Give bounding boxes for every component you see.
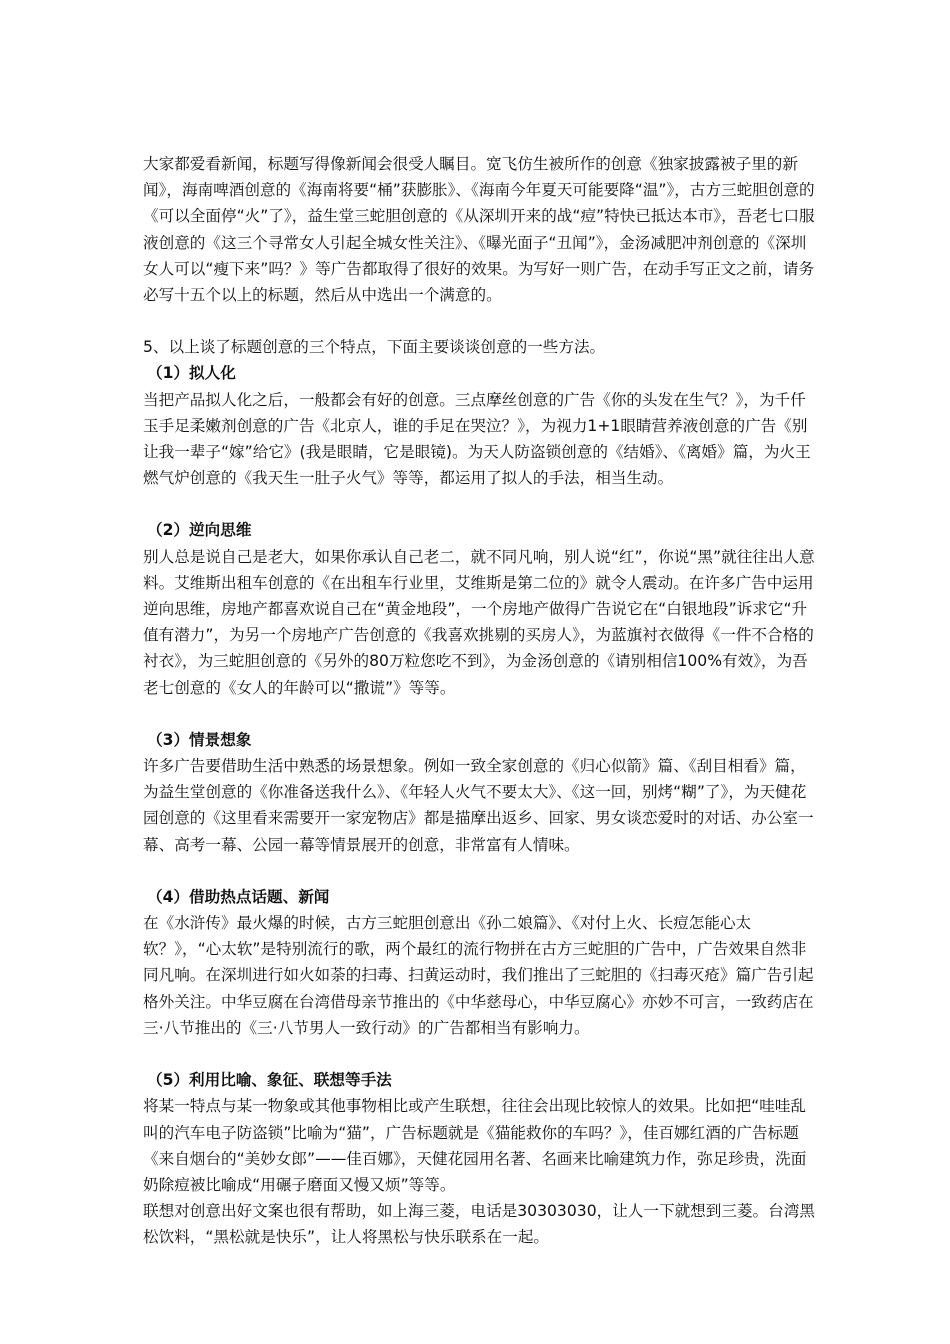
method-1-paragraph: 当把产品拟人化之后，一般都会有好的创意。三点摩丝创意的广告《你的头发在生气？》，为千仟玉手足柔嫩剂创意的广告《北京人，谁的手足在哭泣？》，为视力1+1眼睛营养液创意的广告《别让我一辈子“嫁”给它》(我是眼睛，它是眼镜)。为天人防盗锁创意的《结婚》、《离婚》篇，为火王燃气炉创意的《我天生一肚子火气》等等，都运用了拟人的手法，相当生动。 <box>143 390 811 488</box>
method-2-heading: （2）逆向思维 <box>147 521 252 540</box>
spacer <box>143 491 815 517</box>
method-2-paragraph: 别人总是说自己是老大，如果你承认自己老二，就不同凡响，别人说“红”，你说“黑”就往往出人意料。艾维斯出租车创意的《在出租车行业里，艾维斯是第二位的》就令人震动。在许多广告中运用逆向思维，房地产都喜欢说自己在“黄金地段”，一个房地产做得广告说它在“白银地段”诉求它“升值有潜力”，为另一个房地产广告创意的《我喜欢挑剔的买房人》，为蓝旗衬衣做得《一件不合格的衬衣》，为三蛇胆创意的《另外的80万粒您吃不到》，为金汤创意的《请别相信100%有效》，为吾老七创意的《女人的年龄可以“撒谎”》等等。 <box>143 547 815 697</box>
spacer <box>143 1041 815 1067</box>
method-3-paragraph: 许多广告要借助生活中熟悉的场景想象。例如一致全家创意的《归心似箭》篇、《刮目相看》篇，为益生堂创意的《你准备送我什么》、《年轻人火气不要太大》、《这一回，别烤“糊”了》，为天健花园创意的《这里看来需要开一家宠物店》都是描摩出返乡、回家、男女谈恋爱时的对话、办公室一幕、高考一幕、公园一幕等情景展开的创意，非常富有人情味。 <box>143 757 814 854</box>
method-3-heading: （3）情景想象 <box>147 730 252 749</box>
spacer <box>143 308 815 334</box>
intro-paragraph: 大家都爱看新闻，标题写得像新闻会很受人瞩目。宽飞仿生被所作的创意《独家披露被子里的新闻》，海南啤酒创意的《海南将要“桶”获膨胀》、《海南今年夏天可能要降“温”》，古方三蛇胆创意的《可以全面停“火”了》，益生堂三蛇胆创意的《从深圳开来的战“痘”特快已抵达本市》，吾老七口服液创意的《这三个寻常女人引起全城女性关注》、《曝光面子“丑闻”》，金汤减肥冲剂创意的《深圳女人可以“瘦下来”吗？》等广告都取得了很好的效果。为写好一则广告，在动手写正文之前，请务必写十五个以上的标题，然后从中选出一个满意的。 <box>143 155 815 305</box>
method-5-paragraph-1: 将某一特点与某一物象或其他事物相比或产生联想，往往会出现比较惊人的效果。比如把“哇哇乱叫的汽车电子防盗锁”比喻为“猫”，广告标题就是《猫能救你的车吗？》，佳百娜红酒的广告标题《来自烟台的“美妙女郎”——佳百娜》，天健花园用名著、名画来比喻建筑力作，弥足珍贵，洗面奶除痘被比喻成“用碾子磨面又慢又烦”等等。 <box>143 1097 807 1194</box>
method-5-paragraph-2: 联想对创意出好文案也很有帮助，如上海三菱，电话是30303030，让人一下就想到三菱。台湾黑松饮料，“黑松就是快乐”，让人将黑松与快乐联系在一起。 <box>143 1202 815 1247</box>
spacer <box>143 858 815 884</box>
spacer <box>143 701 815 727</box>
section5-intro: 5、以上谈了标题创意的三个特点，下面主要谈谈创意的一些方法。 <box>143 338 606 357</box>
method-1-heading: （1）拟人化 <box>147 364 236 383</box>
method-4-heading: （4）借助热点话题、新闻 <box>147 887 330 906</box>
document-page <box>143 151 815 1251</box>
method-4-paragraph: 在《水浒传》最火爆的时候，古方三蛇胆创意出《孙二娘篇》、《对付上火、长痘怎能心太软？》，“心太软”是特别流行的歌，两个最红的流行物拼在古方三蛇胆的广告中，广告效果自然非同凡响。在深圳进行如火如荼的扫毒、扫黄运动时，我们推出了三蛇胆的《扫毒灭疮》篇广告引起格外关注。中华豆腐在台湾借母亲节推出的《中华慈母心，中华豆腐心》亦妙不可言，一致药店在三·八节推出的《三·八节男人一致行动》的广告都相当有影响力。 <box>143 914 814 1037</box>
method-5-heading: （5）利用比喻、象征、联想等手法 <box>147 1071 392 1090</box>
